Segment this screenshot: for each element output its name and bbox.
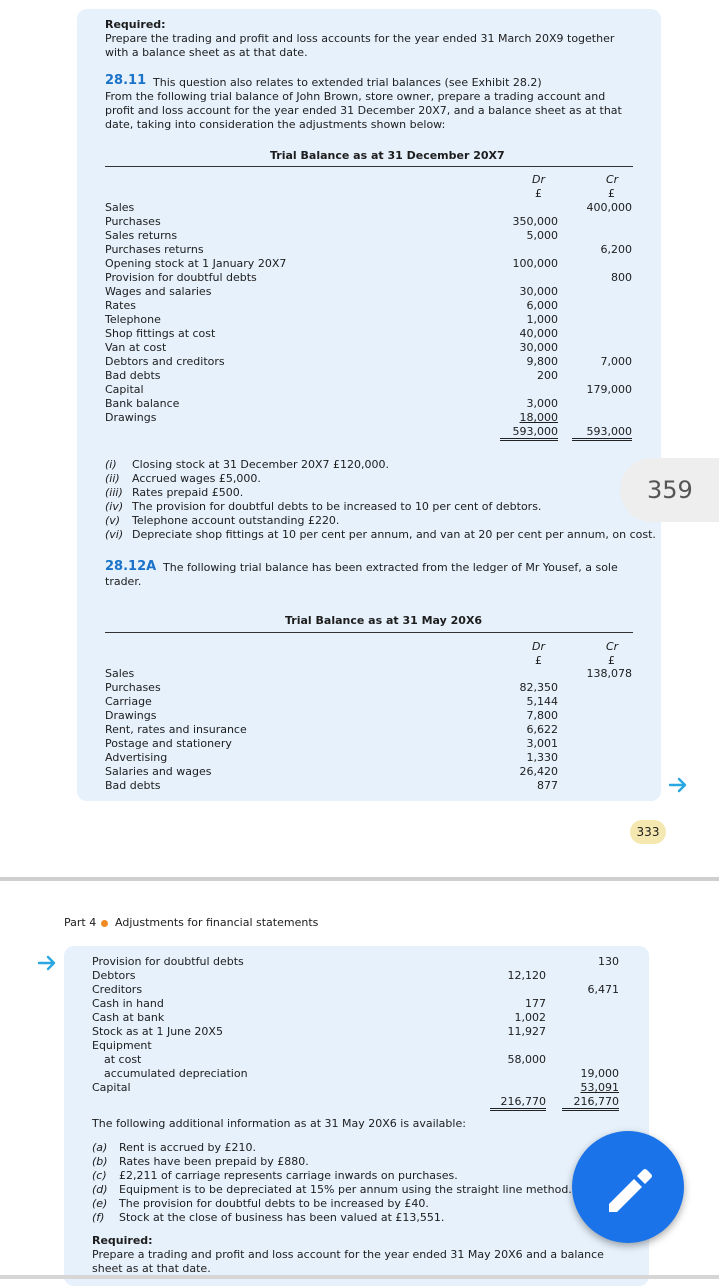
page-divider — [0, 877, 719, 881]
table-row-cr: 179,000 — [586, 383, 632, 396]
pencil-icon — [572, 1131, 684, 1243]
table-2-row-label: Purchases — [105, 681, 161, 694]
table-2-row-dr: 6,622 — [526, 723, 558, 736]
table-row-label: Sales returns — [105, 229, 178, 242]
cr-header-2: Cr — [606, 640, 619, 653]
table-row-label: Sales — [105, 201, 135, 214]
table-3-row-cr: 6,471 — [587, 983, 619, 996]
table-row-label: Wages and salaries — [105, 285, 212, 298]
table-row-label: Telephone — [105, 313, 161, 326]
table-row-label: Provision for doubtful debts — [105, 271, 257, 284]
table-rule — [105, 166, 633, 167]
cr-header: Cr — [606, 173, 619, 186]
cr-currency: £ — [608, 187, 615, 200]
table-3-row-dr: 12,120 — [507, 969, 546, 982]
additional-note-text: Stock at the close of business has been valued at £13,551. — [119, 1211, 445, 1224]
table-3-row-label: Stock as at 1 June 20X5 — [92, 1025, 223, 1038]
additional-note-marker: (a) — [92, 1141, 108, 1154]
table-3-row-label: Debtors — [92, 969, 136, 982]
page-number: 333 — [636, 825, 660, 839]
table-row-dr: 100,000 — [512, 257, 558, 270]
table-3-row-label: Provision for doubtful debts — [92, 955, 244, 968]
table-row-dr: 6,000 — [526, 299, 558, 312]
table-3-row-dr: 11,927 — [507, 1025, 546, 1038]
table-2-rule — [105, 632, 633, 633]
required-text: Prepare the trading and profit and loss accounts for the year ended 31 March 20X9 together with a balance sheet as at that date. — [105, 32, 615, 59]
table-2-row-dr: 3,001 — [526, 737, 558, 750]
table-row-label: Purchases returns — [105, 243, 204, 256]
total-cr-3: 216,770 — [562, 1096, 619, 1111]
note-marker: (iii) — [105, 486, 123, 499]
table-2-row-dr: 1,330 — [526, 751, 558, 764]
table-row-label: Shop fittings at cost — [105, 327, 216, 340]
question-text: From the following trial balance of John Brown, store owner, prepare a trading account and profit and loss account for the year ended 31 December 20X7, and a balance sheet as at that date, taking into consideration the adjustments shown below: — [105, 90, 622, 131]
table-row-dr: 9,800 — [526, 355, 558, 368]
additional-note-text: Rates have been prepaid by £880. — [119, 1155, 309, 1168]
table-2-row-label: Advertising — [105, 751, 168, 764]
table-2-row-cr: 138,078 — [586, 667, 632, 680]
dr-currency: £ — [535, 187, 542, 200]
note-marker: (i) — [105, 458, 117, 471]
question-intro: This question also relates to extended trial balances (see Exhibit 28.2) — [153, 76, 542, 89]
note-text: Rates prepaid £500. — [132, 486, 244, 499]
part-title: Adjustments for financial statements — [115, 916, 319, 929]
trial-balance-title: Trial Balance as at 31 December 20X7 — [270, 149, 505, 162]
required-heading-2: Required: — [92, 1234, 153, 1247]
table-3-row-dr: 1,002 — [514, 1011, 546, 1024]
table-row-cr: 400,000 — [586, 201, 632, 214]
table-row-label: Opening stock at 1 January 20X7 — [105, 257, 287, 270]
table-row-cr: 800 — [611, 271, 632, 284]
dr-currency-2: £ — [535, 654, 542, 667]
table-row-label: Van at cost — [105, 341, 167, 354]
next-page-arrow-icon[interactable] — [668, 775, 688, 795]
table-row-dr: 18,000 — [519, 411, 558, 424]
note-marker: (v) — [105, 514, 121, 527]
table-row-cr: 7,000 — [600, 355, 632, 368]
table-3-row-label: accumulated depreciation — [104, 1067, 248, 1080]
table-2-row-label: Rent, rates and insurance — [105, 723, 247, 736]
table-row-dr: 200 — [537, 369, 558, 382]
table-3-row-label: Capital — [92, 1081, 131, 1094]
table-row-dr: 30,000 — [519, 285, 558, 298]
table-row-dr: 30,000 — [519, 341, 558, 354]
total-dr: 593,000 — [500, 426, 558, 441]
table-2-row-dr: 877 — [537, 779, 558, 792]
note-text: The provision for doubtful debts to be increased to 10 per cent of debtors. — [132, 500, 542, 513]
additional-note-text: £2,211 of carriage represents carriage inwards on purchases. — [119, 1169, 458, 1182]
table-row-label: Bad debts — [105, 369, 161, 382]
table-2-row-label: Bad debts — [105, 779, 161, 792]
question-number-2: 28.12A — [105, 559, 157, 574]
bottom-edge — [0, 1275, 719, 1279]
note-text: Depreciate shop fittings at 10 per cent per annum, and van at 20 per cent per annum, on cost. — [132, 528, 656, 541]
table-row-label: Purchases — [105, 215, 161, 228]
dr-header-2: Dr — [532, 640, 545, 653]
note-text: Closing stock at 31 December 20X7 £120,000. — [132, 458, 389, 471]
page-count: 359 — [647, 476, 693, 504]
additional-note-text: The provision for doubtful debts to be increased by £40. — [119, 1197, 429, 1210]
table-3-row-dr: 177 — [525, 997, 546, 1010]
note-marker: (iv) — [105, 500, 124, 513]
cr-currency-2: £ — [608, 654, 615, 667]
table-3-row-label: Creditors — [92, 983, 143, 996]
table-row-dr: 40,000 — [519, 327, 558, 340]
table-3-row-label: Equipment — [92, 1039, 152, 1052]
note-text: Telephone account outstanding £220. — [132, 514, 340, 527]
edit-fab-button[interactable] — [572, 1131, 684, 1243]
dr-header: Dr — [532, 173, 545, 186]
note-marker: (vi) — [105, 528, 124, 541]
additional-info: The following additional information as at 31 May 20X6 is available: — [92, 1117, 466, 1130]
table-3-row-label: at cost — [104, 1053, 142, 1066]
table-2-row-label: Postage and stationery — [105, 737, 232, 750]
additional-note-marker: (c) — [92, 1169, 107, 1182]
required-text-2: Prepare a trading and profit and loss account for the year ended 31 May 20X6 and a balance sheet as at that date. — [92, 1248, 604, 1275]
additional-note-marker: (e) — [92, 1197, 108, 1210]
table-row-dr: 350,000 — [512, 215, 558, 228]
table-2-row-label: Drawings — [105, 709, 157, 722]
table-2-row-dr: 7,800 — [526, 709, 558, 722]
trial-balance-2-title: Trial Balance as at 31 May 20X6 — [285, 614, 483, 627]
table-2-row-label: Carriage — [105, 695, 152, 708]
part-label: Part 4 — [64, 916, 97, 929]
table-row-label: Bank balance — [105, 397, 180, 410]
table-3-row-cr: 130 — [598, 955, 619, 968]
table-row-dr: 1,000 — [526, 313, 558, 326]
table-2-row-label: Salaries and wages — [105, 765, 212, 778]
table-row-cr: 6,200 — [600, 243, 632, 256]
table-row-dr: 5,000 — [526, 229, 558, 242]
required-heading: Required: — [105, 18, 166, 31]
question-number: 28.11 — [105, 73, 147, 88]
table-row-label: Rates — [105, 299, 136, 312]
table-3-row-cr: 19,000 — [580, 1067, 619, 1080]
table-row-label: Drawings — [105, 411, 157, 424]
table-3-row-cr: 53,091 — [580, 1081, 619, 1094]
additional-note-marker: (d) — [92, 1183, 108, 1196]
table-2-row-dr: 82,350 — [519, 681, 558, 694]
table-row-label: Capital — [105, 383, 144, 396]
part-dot-icon — [101, 920, 108, 927]
table-3-row-label: Cash in hand — [92, 997, 164, 1010]
table-row-dr: 3,000 — [526, 397, 558, 410]
total-cr: 593,000 — [572, 426, 632, 441]
total-dr-3: 216,770 — [490, 1096, 546, 1111]
table-2-row-label: Sales — [105, 667, 135, 680]
additional-note-text: Equipment is to be depreciated at 15% per annum using the straight line method. — [119, 1183, 572, 1196]
question-2-intro: The following trial balance has been extracted from the ledger of Mr Yousef, a sole trader. — [105, 561, 618, 588]
note-text: Accrued wages £5,000. — [132, 472, 261, 485]
note-marker: (ii) — [105, 472, 120, 485]
table-3-row-dr: 58,000 — [507, 1053, 546, 1066]
table-3-row-label: Cash at bank — [92, 1011, 165, 1024]
table-2-row-dr: 26,420 — [519, 765, 558, 778]
table-2-row-dr: 5,144 — [526, 695, 558, 708]
table-row-label: Debtors and creditors — [105, 355, 225, 368]
additional-note-marker: (f) — [92, 1211, 105, 1224]
highlight-arrow-icon[interactable] — [37, 953, 57, 973]
additional-note-marker: (b) — [92, 1155, 108, 1168]
additional-note-text: Rent is accrued by £210. — [119, 1141, 257, 1154]
